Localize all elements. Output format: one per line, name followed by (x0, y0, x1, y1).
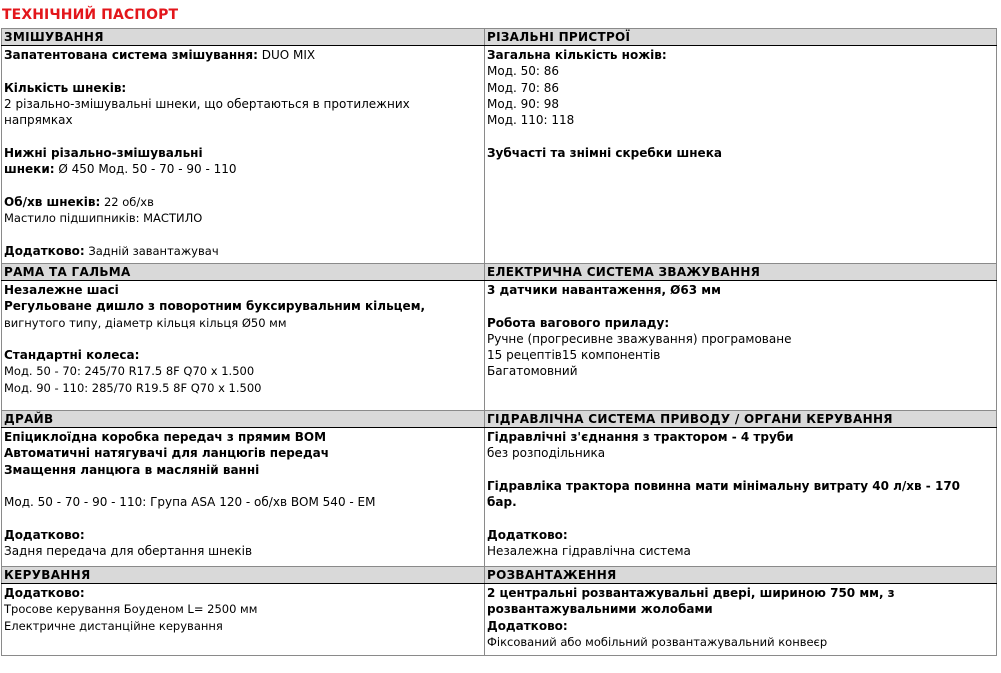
knife-count-mod90: Мод. 90: 98 (487, 96, 560, 111)
bowden-control: Тросове керування Боуденом L= 2500 мм (4, 602, 258, 617)
drawbar-label: Регульоване дишло з поворотним буксирувальним кільцем, (4, 299, 426, 314)
section-body-row (2, 428, 997, 567)
section-body-row (2, 46, 997, 264)
tractor-flow-label: Гідравліка трактора повинна мати мінімальну витрату 40 л/хв - 170 бар. (487, 478, 961, 510)
control-header: КЕРУВАННЯ (2, 567, 485, 584)
scale-languages: Багатомовний (487, 364, 578, 379)
cutting-section (485, 46, 997, 264)
scrapers-label: Зубчасті та знімні скребки шнека (487, 145, 722, 160)
document-title: ТЕХНІЧНИЙ ПАСПОРТ (2, 7, 179, 23)
wheels-mod90-110: Мод. 90 - 110: 285/70 R19.5 8F Q70 x 1.500 (4, 380, 262, 395)
drive-models: Мод. 50 - 70 - 90 - 110: Група ASA 120 - об/хв ВОМ 540 - ЕМ (4, 495, 376, 510)
hydraulic-header: ГІДРАВЛІЧНА СИСТЕМА ПРИВОДУ / ОРГАНИ КЕРУВАННЯ (485, 411, 997, 428)
auger-rpm-label: Об/хв шнеків: (4, 194, 101, 209)
mixing-optional-label: Додатково: (4, 243, 85, 258)
mixing-optional-value: Задній завантажувач (84, 243, 219, 258)
section-header-row (2, 264, 997, 281)
section-header-row (2, 411, 997, 428)
scale-operation-label: Робота вагового приладу: (487, 315, 670, 330)
chain-lubrication-label: Змащення ланцюга в масляній ванні (4, 462, 260, 477)
scale-recipes: 15 рецептів15 компонентів (487, 348, 661, 363)
knife-count-mod50: Мод. 50: 86 (487, 64, 560, 79)
unloading-header: РОЗВАНТАЖЕННЯ (485, 567, 997, 584)
section-header-row (2, 567, 997, 584)
drive-optional-value: Задня передача для обертання шнеків (4, 544, 253, 559)
tractor-connection-label: Гідравлічні з'єднання з трактором - 4 труби (487, 430, 794, 444)
frame-section (2, 281, 485, 411)
knife-count-mod110: Мод. 110: 118 (487, 113, 575, 128)
knife-count-label: Загальна кількість ножів: (487, 48, 667, 62)
drawbar-value: вигнутого типу, діаметр кільця кільця Ø50 мм (4, 315, 287, 330)
spec-table (1, 28, 997, 656)
bearing-lubricant: Мастило підшипників: МАСТИЛО (4, 210, 203, 225)
unloading-section (485, 584, 997, 656)
weighing-section (485, 281, 997, 411)
cutting-header: РІЗАЛЬНІ ПРИСТРОЇ (485, 29, 997, 46)
section-body-row (2, 281, 997, 411)
wheels-label: Стандартні колеса: (4, 348, 140, 363)
mixing-system-value: DUO MIX (257, 48, 316, 62)
drive-section (2, 428, 485, 567)
mixing-section (2, 46, 485, 264)
mixing-header: ЗМІШУВАННЯ (2, 29, 485, 46)
chassis-label: Незалежне шасі (4, 283, 119, 297)
tractor-connection-value: без розподільника (487, 446, 606, 461)
unloading-doors-label: 2 центральні розвантажувальні двері, шириною 750 мм, з розвантажувальними жолобами (487, 586, 895, 617)
unloading-conveyor: Фіксований або мобільний розвантажувальний конвеєр (487, 634, 828, 649)
gearbox-label: Епіциклоїдна коробка передач з прямим ВОМ (4, 430, 327, 444)
section-body-row (2, 584, 997, 656)
section-header-row (2, 29, 997, 46)
unloading-optional-label: Додатково: (487, 618, 568, 633)
augers-value: Ø 450 Мод. 50 - 70 - 90 - 110 (54, 162, 237, 177)
control-optional-label: Додатково: (4, 586, 85, 600)
load-cells-label: 3 датчики навантаження, Ø63 мм (487, 283, 721, 297)
remote-control: Електричне дистанційне керування (4, 618, 223, 633)
auger-rpm-value: 22 об/хв (100, 194, 154, 209)
mixing-system-label: Запатентована система змішування: (4, 48, 258, 62)
tensioners-label: Автоматичні натягувачі для ланцюгів передач (4, 446, 329, 461)
drive-optional-label: Додатково: (4, 527, 85, 542)
hydraulic-optional-value: Незалежна гідравлічна система (487, 544, 691, 559)
hydraulic-section (485, 428, 997, 567)
lower-augers-label: Нижні різально-змішувальні (4, 145, 203, 160)
control-section (2, 584, 485, 656)
weighing-header: ЕЛЕКТРИЧНА СИСТЕМА ЗВАЖУВАННЯ (485, 264, 997, 281)
hydraulic-optional-label: Додатково: (487, 527, 568, 542)
augers-label: шнеки: (4, 162, 55, 177)
auger-count-value: 2 різально-змішувальні шнеки, що обертаються в протилежних напрямках (4, 96, 410, 128)
auger-count-label: Кількість шнеків: (4, 80, 127, 95)
wheels-mod50-70: Мод. 50 - 70: 245/70 R17.5 8F Q70 x 1.500 (4, 364, 255, 379)
drive-header: ДРАЙВ (2, 411, 485, 428)
knife-count-mod70: Мод. 70: 86 (487, 80, 560, 95)
scale-mode: Ручне (прогресивне зважування) програмоване (487, 331, 792, 346)
frame-header: РАМА ТА ГАЛЬМА (2, 264, 485, 281)
